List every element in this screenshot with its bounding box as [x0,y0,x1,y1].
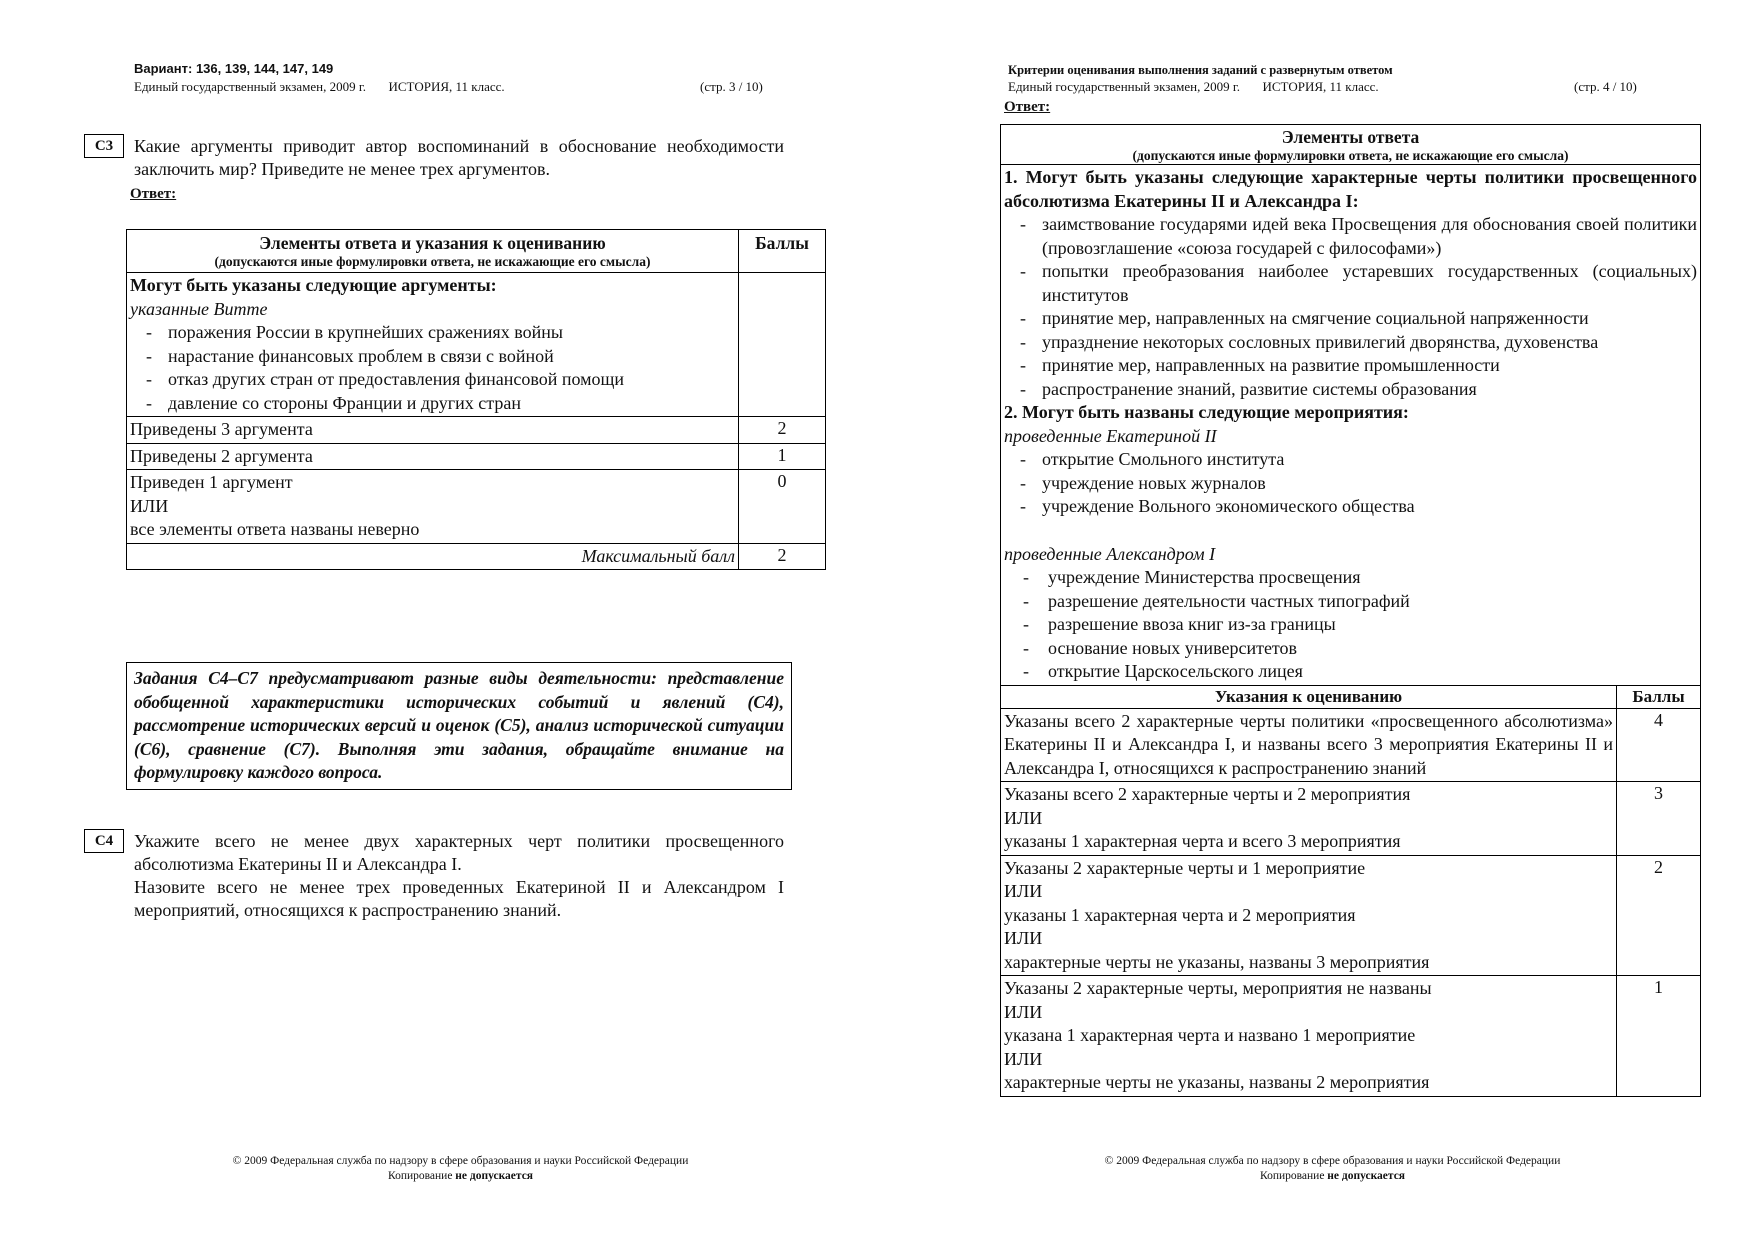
tasks-note-box: Задания С4–С7 предусматривают разные виды деятельности: представление обобщенной характеристики исторических событий и явлений (С4), рассмотрение исторических версий и оценок (С5), анализ исторической ситуации (С6), сравнение (С7). Выполняя эти задания, обращайте внимание на формулировку каждого вопроса. [126,662,792,790]
points-cell: 1 [1617,976,1701,1097]
variant-header: Вариант: 136, 139, 144, 147, 149 [134,61,334,76]
alexander-label: проведенные Александром I [1004,543,1216,564]
c3-answer-label: Ответ: [130,186,177,202]
list-item: - разрешение ввоза книг из-за границы [1023,614,1336,634]
table-row [127,273,826,417]
c4-question-part2: Назовите всего не менее трех проведенных Екатериной II и Александром I мероприятий, относящихся к распространению знаний. [134,877,784,920]
task-label-c4: С4 [84,829,124,853]
exam-name: Единый государственный экзамен, 2009 г. [1008,79,1240,94]
scoring-header: Указания к оцениванию [1001,685,1617,708]
left-page [0,0,873,1239]
content-cell [127,273,739,417]
right-page [874,0,1747,1239]
header-cell [127,230,739,273]
copy-notice: Копирование не допускается [1259,1170,1406,1182]
content-title: Могут быть указаны следующие аргументы: [130,275,497,295]
page-number: (стр. 4 / 10) [1574,79,1637,94]
criteria-cell: Приведен 1 аргумент ИЛИ все элементы ответа названы неверно [127,470,739,544]
table-row [1001,976,1701,1097]
max-score-label: Максимальный балл [127,543,739,570]
list-item: - попытки преобразования наиболее устаревших государственных (социальных) институтов [1020,261,1697,305]
answer-label: Ответ: [1004,99,1051,115]
list-item: - поражения России в крупнейших сражениях войны [146,322,563,342]
scoring-header-row [1001,685,1701,708]
list-item: - учреждение Вольного экономического общества [1020,496,1415,516]
copyright-line: © 2009 Федеральная служба по надзору в сфере образования и науки Российской Федерации [1104,1155,1561,1167]
section1-title: 1. Могут быть указаны следующие характерные черты политики просвещенного абсолютизма Екатерины II и Александра I: [1004,167,1697,211]
list-item: - принятие мер, направленных на смягчение социальной напряженности [1020,308,1589,328]
elements-header-cell [1001,125,1701,165]
copyright-line: © 2009 Федеральная служба по надзору в сфере образования и науки Российской Федерации [232,1155,689,1167]
list-item: - разрешение деятельности частных типографий [1023,590,1410,611]
subject-name: ИСТОРИЯ, 11 класс. [1262,79,1379,94]
c4-answer-table [1000,124,1701,1097]
task-label-c3: С3 [84,134,124,158]
criteria-cell: Приведены 2 аргумента [127,443,739,470]
copy-notice: Копирование не допускается [387,1170,534,1182]
exam-header [134,79,505,95]
list-item: - давление со стороны Франции и других стран [146,392,521,413]
list-item: - отказ других стран от предоставления финансовой помощи [146,369,625,389]
subject-name: ИСТОРИЯ, 11 класс. [388,79,505,94]
list-item: - нарастание финансовых проблем в связи с войной [146,345,554,366]
criteria-cell: Указаны 2 характерные черты, мероприятия не названы ИЛИ указана 1 характерная черта и названо 1 мероприятие ИЛИ характерные черты не указаны, названы 2 мероприятия [1001,976,1617,1097]
table-row [127,417,826,444]
points-cell: 0 [739,470,826,544]
content-subtitle: указанные Витте [130,298,268,319]
list-item: - принятие мер, направленных на развитие промышленности [1020,355,1500,375]
list-item: - заимствование государями идей века Просвещения для обоснования своей политики (провозглашение «союза государей с философами») [1020,214,1697,258]
points-cell: 3 [1617,782,1701,856]
catherine-label: проведенные Екатериной II [1004,425,1217,446]
points-cell: 1 [739,443,826,470]
table-row [127,443,826,470]
list-item: - учреждение новых журналов [1020,472,1266,493]
table-row [1001,855,1701,976]
points-header: Баллы [1617,685,1701,708]
criteria-cell: Указаны 2 характерные черты и 1 мероприятие ИЛИ указаны 1 характерная черта и 2 мероприятия ИЛИ характерные черты не указаны, названы 3 мероприятия [1001,855,1617,976]
criteria-cell: Указаны всего 2 характерные черты и 2 мероприятия ИЛИ указаны 1 характерная черта и всего 3 мероприятия [1001,782,1617,856]
elements-title: Элементы ответа [1281,127,1420,147]
table-title: Элементы ответа и указания к оцениванию [259,233,606,253]
criteria-cell: Указаны всего 2 характерные черты политики «просвещенного абсолютизма» Екатерины II и Александра I, и названы всего 3 мероприятия Екатерины II и Александра I, относящихся к распространению знаний [1001,708,1617,782]
exam-header [1008,79,1379,95]
list-item: - основание новых университетов [1023,637,1298,658]
spacer [1004,519,1697,543]
elements-subtitle: (допускаются иные формулировки ответа, не искажающие его смысла) [1132,148,1569,163]
footer [896,1154,1747,1184]
points-cell [739,273,826,417]
elements-content-cell [1001,165,1701,686]
list-item: - упразднение некоторых сословных привилегий дворянства, духовенства [1020,331,1599,352]
criteria-cell: Приведены 3 аргумента [127,417,739,444]
section2-title: 2. Могут быть названы следующие мероприятия: [1004,402,1409,422]
points-header: Баллы [739,230,826,273]
max-score-row [127,543,826,570]
table-row [1001,708,1701,782]
footer [24,1154,897,1184]
points-cell: 2 [1617,855,1701,976]
c3-scoring-table [126,229,826,570]
table-subtitle: (допускаются иные формулировки ответа, не искажающие его смысла) [214,254,651,269]
elements-header-row [1001,125,1701,165]
max-score-value: 2 [739,543,826,570]
points-cell: 2 [739,417,826,444]
exam-name: Единый государственный экзамен, 2009 г. [134,79,366,94]
table-header-row [127,230,826,273]
list-item: - учреждение Министерства просвещения [1023,567,1361,587]
c4-question [134,830,784,922]
list-item: - открытие Смольного института [1020,449,1285,469]
elements-content-row [1001,165,1701,686]
page-number: (стр. 3 / 10) [700,79,763,94]
criteria-header: Критерии оценивания выполнения заданий с развернутым ответом [1008,63,1393,77]
c4-question-part1: Укажите всего не менее двух характерных черт политики просвещенного абсолютизма Екатерины II и Александра I. [134,831,784,874]
table-row [127,470,826,544]
c3-question: Какие аргументы приводит автор воспоминаний в обоснование необходимости заключить мир? Приведите не менее трех аргументов. [134,136,784,179]
table-row [1001,782,1701,856]
list-item: - открытие Царскосельского лицея [1023,661,1303,681]
list-item: - распространение знаний, развитие системы образования [1020,378,1477,399]
points-cell: 4 [1617,708,1701,782]
